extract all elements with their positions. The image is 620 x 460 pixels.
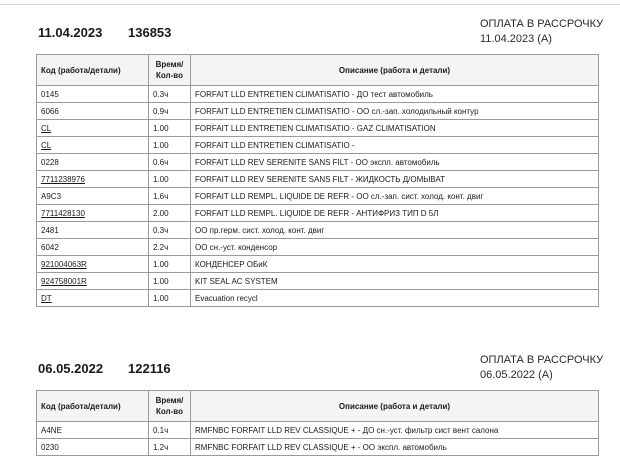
col-header-description: Описание (работа и детали) bbox=[191, 391, 599, 422]
cell-qty: 0.3ч bbox=[149, 86, 191, 103]
cell-qty: 1.00 bbox=[149, 137, 191, 154]
cell-code-link[interactable]: DT bbox=[37, 290, 149, 307]
cell-code: 6066 bbox=[37, 103, 149, 120]
cell-code-link[interactable]: CL bbox=[37, 137, 149, 154]
col-header-code: Код (работа/детали) bbox=[37, 391, 149, 422]
order-header bbox=[30, 346, 620, 390]
col-header-time bbox=[149, 391, 191, 422]
order-number: 122116 bbox=[128, 361, 171, 376]
cell-code: A9C3 bbox=[37, 188, 149, 205]
table-row bbox=[37, 103, 599, 120]
cell-description: RMFNBC FORFAIT LLD REV CLASSIQUE + - ДО сн.-уст. фильтр сист вент салона bbox=[191, 422, 599, 439]
order-block bbox=[30, 346, 620, 456]
cell-description: FORFAIT LLD REMPL. LIQUIDE DE REFR - АНТИФРИЗ ТИП D 5Л bbox=[191, 205, 599, 222]
cell-description: FORFAIT LLD ENTRETIEN CLIMATISATIO - GAZ CLIMATISATION bbox=[191, 120, 599, 137]
order-lines-table bbox=[36, 54, 599, 307]
cell-description: KIT SEAL AC SYSTEM bbox=[191, 273, 599, 290]
cell-qty: 1.6ч bbox=[149, 188, 191, 205]
cell-qty: 0.6ч bbox=[149, 154, 191, 171]
table-row bbox=[37, 120, 599, 137]
order-number: 136853 bbox=[128, 25, 172, 40]
payment-method: ОПЛАТА В РАССРОЧКУ bbox=[480, 354, 604, 366]
cell-code: 0230 bbox=[37, 439, 149, 456]
table-row bbox=[37, 273, 599, 290]
cell-description: RMFNBC FORFAIT LLD REV CLASSIQUE + - ОО экспл. автомобиль bbox=[191, 439, 599, 456]
payment-method: ОПЛАТА В РАССРОЧКУ bbox=[480, 18, 604, 30]
col-header-code: Код (работа/детали) bbox=[37, 55, 149, 86]
cell-code-link[interactable]: 924758001R bbox=[37, 273, 149, 290]
cell-code: 0228 bbox=[37, 154, 149, 171]
cell-code: 2481 bbox=[37, 222, 149, 239]
cell-description: FORFAIT LLD REV SERENITE SANS FILT - ЖИДКОСТЬ Д/ОМЫВАТ bbox=[191, 171, 599, 188]
cell-code-link[interactable]: 7711428130 bbox=[37, 205, 149, 222]
table-row bbox=[37, 188, 599, 205]
table-row bbox=[37, 422, 599, 439]
cell-code-link[interactable]: CL bbox=[37, 120, 149, 137]
table-header-row bbox=[37, 391, 599, 422]
cell-description: FORFAIT LLD ENTRETIEN CLIMATISATIO - ДО тест автомобиль bbox=[191, 86, 599, 103]
order-header bbox=[30, 10, 620, 54]
cell-qty: 2.00 bbox=[149, 205, 191, 222]
table-row bbox=[37, 256, 599, 273]
table-row bbox=[37, 171, 599, 188]
table-row bbox=[37, 439, 599, 456]
order-date: 06.05.2022 bbox=[38, 361, 104, 376]
col-header-time-line1: Время/ bbox=[155, 396, 184, 405]
table-header-row bbox=[37, 55, 599, 86]
table-row bbox=[37, 86, 599, 103]
col-header-time-line1: Время/ bbox=[155, 60, 184, 69]
cell-description: FORFAIT LLD REMPL. LIQUIDE DE REFR - ОО сл.-зап. сист. холод. конт. двиг bbox=[191, 188, 599, 205]
cell-code: A4NE bbox=[37, 422, 149, 439]
cell-description: FORFAIT LLD ENTRETIEN CLIMATISATIO - bbox=[191, 137, 599, 154]
cell-description: КОНДЕНСЕР ОБиК bbox=[191, 256, 599, 273]
cell-description: ОО сн.-уст. конденсор bbox=[191, 239, 599, 256]
cell-qty: 0.1ч bbox=[149, 422, 191, 439]
col-header-description: Описание (работа и детали) bbox=[191, 55, 599, 86]
col-header-time-line2: Кол-во bbox=[155, 71, 183, 80]
cell-code: 0145 bbox=[37, 86, 149, 103]
cell-qty: 1.00 bbox=[149, 273, 191, 290]
table-row bbox=[37, 222, 599, 239]
table-row bbox=[37, 290, 599, 307]
cell-qty: 1.2ч bbox=[149, 439, 191, 456]
cell-code-link[interactable]: 921004063R bbox=[37, 256, 149, 273]
cell-qty: 0.9ч bbox=[149, 103, 191, 120]
cell-qty: 1.00 bbox=[149, 256, 191, 273]
cell-qty: 0.3ч bbox=[149, 222, 191, 239]
cell-qty: 2.2ч bbox=[149, 239, 191, 256]
cell-description: Evacuation recycl bbox=[191, 290, 599, 307]
table-row bbox=[37, 239, 599, 256]
cell-description: ОО пр.герм. сист. холод. конт. двиг bbox=[191, 222, 599, 239]
table-row bbox=[37, 154, 599, 171]
cell-code: 6042 bbox=[37, 239, 149, 256]
col-header-time bbox=[149, 55, 191, 86]
order-date: 11.04.2023 bbox=[38, 25, 103, 40]
order-block bbox=[30, 10, 620, 307]
col-header-time-line2: Кол-во bbox=[155, 407, 183, 416]
cell-qty: 1.00 bbox=[149, 120, 191, 137]
payment-date: 06.05.2022 (A) bbox=[480, 369, 553, 381]
cell-qty: 1.00 bbox=[149, 290, 191, 307]
cell-code-link[interactable]: 7711238976 bbox=[37, 171, 149, 188]
payment-date: 11.04.2023 (A) bbox=[480, 33, 552, 45]
cell-qty: 1.00 bbox=[149, 171, 191, 188]
cell-description: FORFAIT LLD REV SERENITE SANS FILT - ОО экспл. автомобиль bbox=[191, 154, 599, 171]
top-divider bbox=[0, 4, 620, 5]
cell-description: FORFAIT LLD ENTRETIEN CLIMATISATIO - ОО сл.-зап. холодильный контур bbox=[191, 103, 599, 120]
table-row bbox=[37, 205, 599, 222]
table-row bbox=[37, 137, 599, 154]
order-lines-table bbox=[36, 390, 599, 456]
